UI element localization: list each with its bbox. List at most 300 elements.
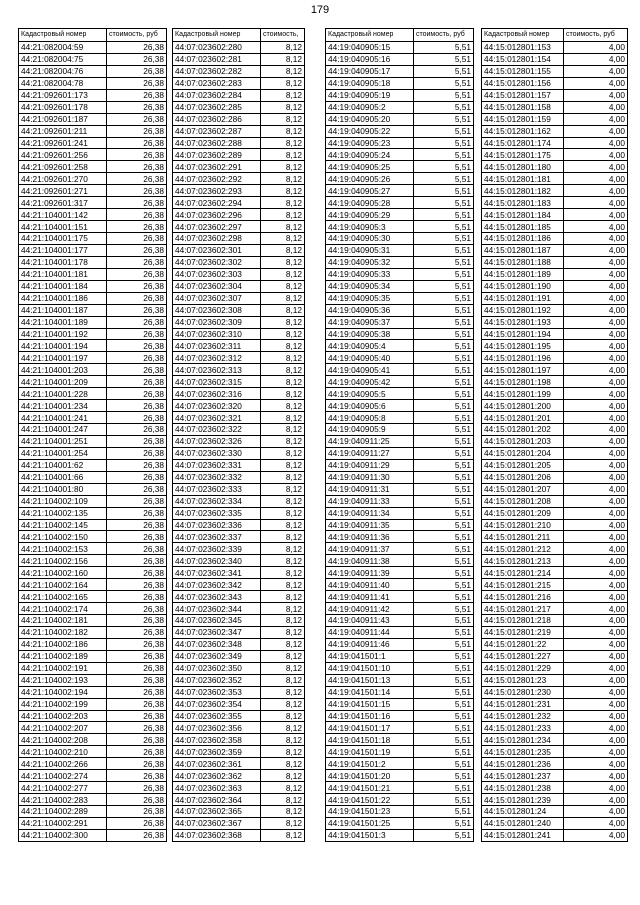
table-row: [326, 304, 474, 316]
cost-cell: 5,51: [414, 113, 474, 125]
table-row: [326, 42, 474, 54]
cadastral-number-cell: 44:07:023602:336: [173, 519, 261, 531]
table-row: [326, 447, 474, 459]
table-row: [482, 770, 628, 782]
table-row: [19, 829, 167, 841]
cadastral-number-cell: 44:07:023602:345: [173, 615, 261, 627]
cost-cell: 4,00: [564, 555, 628, 567]
cost-cell: 8,12: [261, 113, 305, 125]
table-row: [19, 77, 167, 89]
cost-cell: 4,00: [564, 722, 628, 734]
cost-cell: 4,00: [564, 197, 628, 209]
cadastral-number-cell: 44:19:040905:38: [326, 328, 414, 340]
cost-cell: 8,12: [261, 292, 305, 304]
cost-cell: 4,00: [564, 650, 628, 662]
cadastral-number-cell: 44:07:023602:342: [173, 579, 261, 591]
cadastral-number-cell: 44:15:012801:153: [482, 42, 564, 54]
table-row: [326, 101, 474, 113]
cost-cell: 4,00: [564, 424, 628, 436]
table-row: [482, 197, 628, 209]
cadastral-number-cell: 44:19:040911:29: [326, 459, 414, 471]
cadastral-number-cell: 44:15:012801:230: [482, 686, 564, 698]
table-row: [326, 149, 474, 161]
cost-cell: 5,51: [414, 304, 474, 316]
table-row: [173, 447, 305, 459]
cadastral-number-cell: 44:21:104001:142: [19, 209, 107, 221]
cost-cell: 26,38: [107, 125, 167, 137]
cost-cell: 26,38: [107, 591, 167, 603]
cadastral-number-cell: 44:21:104002:164: [19, 579, 107, 591]
table-row: [19, 579, 167, 591]
cost-cell: 26,38: [107, 817, 167, 829]
cadastral-number-cell: 44:07:023602:337: [173, 531, 261, 543]
table-row: [482, 746, 628, 758]
cadastral-number-cell: 44:21:104001:209: [19, 376, 107, 388]
cadastral-number-cell: 44:15:012801:232: [482, 710, 564, 722]
cadastral-number-cell: 44:19:041501:14: [326, 686, 414, 698]
table-row: [326, 89, 474, 101]
cadastral-number-cell: 44:21:104002:208: [19, 734, 107, 746]
table-row: [482, 173, 628, 185]
cadastral-number-cell: 44:19:040905:16: [326, 53, 414, 65]
cost-cell: 5,51: [414, 221, 474, 233]
table-row: [482, 495, 628, 507]
cadastral-number-cell: 44:15:012801:186: [482, 233, 564, 245]
cadastral-number-cell: 44:19:040911:40: [326, 579, 414, 591]
cadastral-number-cell: 44:19:041501:21: [326, 782, 414, 794]
table-row: [326, 603, 474, 615]
cadastral-number-cell: 44:21:082004:76: [19, 65, 107, 77]
table-row: [326, 746, 474, 758]
cadastral-number-cell: 44:21:104002:291: [19, 817, 107, 829]
cadastral-number-cell: 44:15:012801:157: [482, 89, 564, 101]
cadastral-number-cell: 44:21:104002:283: [19, 794, 107, 806]
table-row: [326, 197, 474, 209]
cost-cell: 4,00: [564, 400, 628, 412]
cost-cell: 4,00: [564, 734, 628, 746]
cadastral-number-cell: 44:07:023602:326: [173, 435, 261, 447]
table-row: [173, 304, 305, 316]
cost-cell: 4,00: [564, 268, 628, 280]
cost-cell: 4,00: [564, 483, 628, 495]
cost-cell: 26,38: [107, 256, 167, 268]
cadastral-number-cell: 44:15:012801:196: [482, 352, 564, 364]
table-row: [19, 638, 167, 650]
cadastral-number-cell: 44:19:040905:4: [326, 340, 414, 352]
table-row: [173, 77, 305, 89]
cost-cell: 8,12: [261, 101, 305, 113]
cadastral-number-cell: 44:19:041501:3: [326, 829, 414, 841]
table-row: [19, 376, 167, 388]
cadastral-number-cell: 44:15:012801:199: [482, 388, 564, 400]
table-row: [482, 280, 628, 292]
table-row: [173, 65, 305, 77]
cadastral-number-cell: 44:19:040905:32: [326, 256, 414, 268]
cost-cell: 26,38: [107, 543, 167, 555]
table-row: [19, 686, 167, 698]
cost-cell: 26,38: [107, 89, 167, 101]
column-header-cadastral-number: Кадастровый номер: [173, 29, 261, 42]
cadastral-number-cell: 44:15:012801:205: [482, 459, 564, 471]
cadastral-number-cell: 44:21:104002:109: [19, 495, 107, 507]
cadastral-table-2: [172, 28, 305, 842]
cost-cell: 26,38: [107, 424, 167, 436]
cadastral-number-cell: 44:19:040905:5: [326, 388, 414, 400]
cadastral-number-cell: 44:19:041501:15: [326, 698, 414, 710]
table-row: [326, 221, 474, 233]
cost-cell: 26,38: [107, 400, 167, 412]
cost-cell: 5,51: [414, 268, 474, 280]
table-row: [19, 65, 167, 77]
cadastral-number-cell: 44:19:040911:43: [326, 615, 414, 627]
table-row: [326, 710, 474, 722]
table-row: [482, 412, 628, 424]
cadastral-number-cell: 44:15:012801:183: [482, 197, 564, 209]
table-row: [326, 400, 474, 412]
table-row: [173, 388, 305, 400]
cost-cell: 5,51: [414, 591, 474, 603]
cadastral-number-cell: 44:19:040905:26: [326, 173, 414, 185]
cost-cell: 8,12: [261, 424, 305, 436]
cost-cell: 26,38: [107, 77, 167, 89]
cadastral-number-cell: 44:15:012801:194: [482, 328, 564, 340]
cost-cell: 5,51: [414, 435, 474, 447]
cost-cell: 4,00: [564, 125, 628, 137]
table-row: [19, 626, 167, 638]
table-row: [173, 603, 305, 615]
cost-cell: 5,51: [414, 185, 474, 197]
cadastral-number-cell: 44:07:023602:348: [173, 638, 261, 650]
cadastral-number-cell: 44:19:040911:25: [326, 435, 414, 447]
cadastral-number-cell: 44:15:012801:190: [482, 280, 564, 292]
cadastral-number-cell: 44:21:104001:197: [19, 352, 107, 364]
cadastral-number-cell: 44:19:040911:42: [326, 603, 414, 615]
cadastral-number-cell: 44:19:040905:35: [326, 292, 414, 304]
column-header-cost: стоимость, руб: [564, 29, 628, 42]
table-row: [173, 662, 305, 674]
cadastral-number-cell: 44:15:012801:22: [482, 638, 564, 650]
table-row: [19, 603, 167, 615]
table-row: [482, 316, 628, 328]
table-row: [173, 806, 305, 818]
cost-cell: 8,12: [261, 400, 305, 412]
table-row: [482, 304, 628, 316]
cadastral-number-cell: 44:15:012801:156: [482, 77, 564, 89]
table-row: [173, 710, 305, 722]
table-row: [19, 591, 167, 603]
cadastral-number-cell: 44:19:040905:23: [326, 137, 414, 149]
table-row: [482, 53, 628, 65]
cadastral-number-cell: 44:15:012801:198: [482, 376, 564, 388]
cost-cell: 8,12: [261, 686, 305, 698]
table-row: [19, 113, 167, 125]
table-row: [19, 746, 167, 758]
table-row: [173, 209, 305, 221]
table-row: [326, 364, 474, 376]
cadastral-number-cell: 44:21:104002:289: [19, 806, 107, 818]
cost-cell: 26,38: [107, 603, 167, 615]
column-header-cost: стоимость, руб: [414, 29, 474, 42]
cost-cell: 8,12: [261, 149, 305, 161]
table-row: [482, 591, 628, 603]
cadastral-number-cell: 44:07:023602:309: [173, 316, 261, 328]
table-row: [326, 185, 474, 197]
cost-cell: 8,12: [261, 603, 305, 615]
cadastral-number-cell: 44:19:040911:39: [326, 567, 414, 579]
table-row: [19, 710, 167, 722]
table-row: [482, 674, 628, 686]
table-row: [19, 388, 167, 400]
table-row: [482, 125, 628, 137]
cadastral-number-cell: 44:21:082004:78: [19, 77, 107, 89]
cadastral-number-cell: 44:07:023602:341: [173, 567, 261, 579]
cadastral-number-cell: 44:19:040905:9: [326, 424, 414, 436]
table-row: [173, 626, 305, 638]
cost-cell: 4,00: [564, 615, 628, 627]
cadastral-number-cell: 44:15:012801:158: [482, 101, 564, 113]
table-row: [173, 471, 305, 483]
table-row: [173, 161, 305, 173]
table-row: [482, 42, 628, 54]
table-row: [173, 185, 305, 197]
table-row: [173, 352, 305, 364]
cadastral-number-cell: 44:07:023602:334: [173, 495, 261, 507]
table-row: [326, 829, 474, 841]
table-row: [19, 471, 167, 483]
table-row: [326, 626, 474, 638]
table-row: [326, 352, 474, 364]
table-row: [326, 233, 474, 245]
cadastral-number-cell: 44:15:012801:181: [482, 173, 564, 185]
cadastral-number-cell: 44:19:040905:22: [326, 125, 414, 137]
table-row: [482, 233, 628, 245]
cadastral-number-cell: 44:21:104001:189: [19, 316, 107, 328]
cost-cell: 26,38: [107, 770, 167, 782]
table-row: [173, 89, 305, 101]
table-row: [173, 698, 305, 710]
cadastral-number-cell: 44:21:104002:277: [19, 782, 107, 794]
table-row: [173, 101, 305, 113]
table-row: [173, 638, 305, 650]
cadastral-number-cell: 44:21:104001:247: [19, 424, 107, 436]
cost-cell: 5,51: [414, 412, 474, 424]
cadastral-number-cell: 44:07:023602:311: [173, 340, 261, 352]
table-row: [482, 817, 628, 829]
cadastral-number-cell: 44:15:012801:24: [482, 806, 564, 818]
table-row: [19, 125, 167, 137]
cost-cell: 26,38: [107, 495, 167, 507]
table-row: [326, 459, 474, 471]
cost-cell: 4,00: [564, 364, 628, 376]
table-row: [482, 638, 628, 650]
cadastral-number-cell: 44:15:012801:239: [482, 794, 564, 806]
cadastral-number-cell: 44:07:023602:298: [173, 233, 261, 245]
cadastral-number-cell: 44:19:040905:24: [326, 149, 414, 161]
table-row: [19, 555, 167, 567]
table-row: [482, 388, 628, 400]
cadastral-number-cell: 44:07:023602:308: [173, 304, 261, 316]
table-row: [326, 495, 474, 507]
cadastral-number-cell: 44:15:012801:207: [482, 483, 564, 495]
cadastral-number-cell: 44:19:040905:31: [326, 244, 414, 256]
table-row: [482, 292, 628, 304]
cost-cell: 26,38: [107, 292, 167, 304]
cost-cell: 4,00: [564, 817, 628, 829]
cadastral-number-cell: 44:07:023602:330: [173, 447, 261, 459]
cost-cell: 5,51: [414, 149, 474, 161]
cadastral-number-cell: 44:07:023602:361: [173, 758, 261, 770]
cost-cell: 4,00: [564, 376, 628, 388]
cadastral-number-cell: 44:15:012801:180: [482, 161, 564, 173]
table-row: [326, 817, 474, 829]
cost-cell: 4,00: [564, 447, 628, 459]
table-row: [326, 340, 474, 352]
cost-cell: 4,00: [564, 603, 628, 615]
cost-cell: 8,12: [261, 638, 305, 650]
cost-cell: 4,00: [564, 829, 628, 841]
cadastral-number-cell: 44:07:023602:302: [173, 256, 261, 268]
cost-cell: 5,51: [414, 567, 474, 579]
cost-cell: 5,51: [414, 244, 474, 256]
table-row: [19, 615, 167, 627]
cadastral-number-cell: 44:21:104001:203: [19, 364, 107, 376]
cost-cell: 5,51: [414, 782, 474, 794]
cadastral-number-cell: 44:07:023602:315: [173, 376, 261, 388]
table-row: [482, 113, 628, 125]
cadastral-number-cell: 44:15:012801:188: [482, 256, 564, 268]
table-row: [173, 340, 305, 352]
cadastral-number-cell: 44:15:012801:204: [482, 447, 564, 459]
table-row: [173, 316, 305, 328]
table-row: [19, 567, 167, 579]
cadastral-number-cell: 44:07:023602:294: [173, 197, 261, 209]
cadastral-table-3: [325, 28, 474, 842]
table-row: [326, 173, 474, 185]
cadastral-number-cell: 44:19:040905:37: [326, 316, 414, 328]
cost-cell: 4,00: [564, 233, 628, 245]
cadastral-number-cell: 44:21:104002:194: [19, 686, 107, 698]
cadastral-number-cell: 44:15:012801:240: [482, 817, 564, 829]
cost-cell: 8,12: [261, 185, 305, 197]
table-row: [482, 244, 628, 256]
cadastral-number-cell: 44:07:023602:350: [173, 662, 261, 674]
cost-cell: 26,38: [107, 459, 167, 471]
table-row: [173, 722, 305, 734]
cost-cell: 8,12: [261, 209, 305, 221]
cadastral-number-cell: 44:21:104001:187: [19, 304, 107, 316]
cost-cell: 26,38: [107, 794, 167, 806]
column-header-cadastral-number: Кадастровый номер: [326, 29, 414, 42]
cadastral-number-cell: 44:07:023602:307: [173, 292, 261, 304]
cadastral-number-cell: 44:07:023602:296: [173, 209, 261, 221]
cadastral-number-cell: 44:07:023602:283: [173, 77, 261, 89]
table-row: [19, 543, 167, 555]
cost-cell: 26,38: [107, 244, 167, 256]
cadastral-number-cell: 44:15:012801:192: [482, 304, 564, 316]
cadastral-number-cell: 44:07:023602:349: [173, 650, 261, 662]
table-row: [326, 591, 474, 603]
cadastral-number-cell: 44:07:023602:316: [173, 388, 261, 400]
cadastral-number-cell: 44:19:040905:25: [326, 161, 414, 173]
cost-cell: 8,12: [261, 42, 305, 54]
cadastral-number-cell: 44:07:023602:322: [173, 424, 261, 436]
cost-cell: 26,38: [107, 483, 167, 495]
cost-cell: 8,12: [261, 268, 305, 280]
cost-cell: 8,12: [261, 388, 305, 400]
cadastral-number-cell: 44:21:104002:300: [19, 829, 107, 841]
table-row: [173, 113, 305, 125]
table-row: [19, 101, 167, 113]
cost-cell: 8,12: [261, 650, 305, 662]
cost-cell: 4,00: [564, 507, 628, 519]
cost-cell: 4,00: [564, 698, 628, 710]
cadastral-number-cell: 44:19:040905:40: [326, 352, 414, 364]
cost-cell: 5,51: [414, 233, 474, 245]
cost-cell: 8,12: [261, 579, 305, 591]
table-row: [173, 221, 305, 233]
cost-cell: 5,51: [414, 507, 474, 519]
cadastral-number-cell: 44:21:104001:181: [19, 268, 107, 280]
table-row: [19, 531, 167, 543]
cadastral-number-cell: 44:15:012801:189: [482, 268, 564, 280]
cost-cell: 8,12: [261, 256, 305, 268]
cost-cell: 4,00: [564, 77, 628, 89]
cadastral-number-cell: 44:19:040911:35: [326, 519, 414, 531]
cadastral-number-cell: 44:21:104002:165: [19, 591, 107, 603]
cost-cell: 26,38: [107, 447, 167, 459]
cost-cell: 8,12: [261, 626, 305, 638]
cadastral-number-cell: 44:15:012801:184: [482, 209, 564, 221]
cadastral-number-cell: 44:15:012801:227: [482, 650, 564, 662]
cost-cell: 26,38: [107, 698, 167, 710]
table-row: [173, 615, 305, 627]
table-row: [326, 794, 474, 806]
cadastral-number-cell: 44:07:023602:289: [173, 149, 261, 161]
table-row: [482, 734, 628, 746]
cost-cell: 5,51: [414, 638, 474, 650]
cost-cell: 26,38: [107, 734, 167, 746]
table-row: [326, 471, 474, 483]
cost-cell: 5,51: [414, 495, 474, 507]
table-row: [173, 149, 305, 161]
cadastral-number-cell: 44:07:023602:359: [173, 746, 261, 758]
table-row: [173, 197, 305, 209]
cost-cell: 26,38: [107, 579, 167, 591]
cost-cell: 5,51: [414, 674, 474, 686]
cost-cell: 8,12: [261, 734, 305, 746]
table-row: [173, 519, 305, 531]
table-row: [326, 734, 474, 746]
cost-cell: 26,38: [107, 364, 167, 376]
cost-cell: 4,00: [564, 185, 628, 197]
cost-cell: 4,00: [564, 221, 628, 233]
cadastral-number-cell: 44:21:104002:135: [19, 507, 107, 519]
cadastral-number-cell: 44:15:012801:233: [482, 722, 564, 734]
cost-cell: 4,00: [564, 626, 628, 638]
table-row: [173, 794, 305, 806]
cadastral-number-cell: 44:07:023602:355: [173, 710, 261, 722]
table-row: [19, 173, 167, 185]
cost-cell: 8,12: [261, 782, 305, 794]
cost-cell: 8,12: [261, 531, 305, 543]
table-row: [19, 400, 167, 412]
cost-cell: 4,00: [564, 758, 628, 770]
table-row: [19, 292, 167, 304]
table-row: [19, 435, 167, 447]
cadastral-number-cell: 44:15:012801:219: [482, 626, 564, 638]
cadastral-number-cell: 44:21:104001:228: [19, 388, 107, 400]
cadastral-number-cell: 44:15:012801:229: [482, 662, 564, 674]
